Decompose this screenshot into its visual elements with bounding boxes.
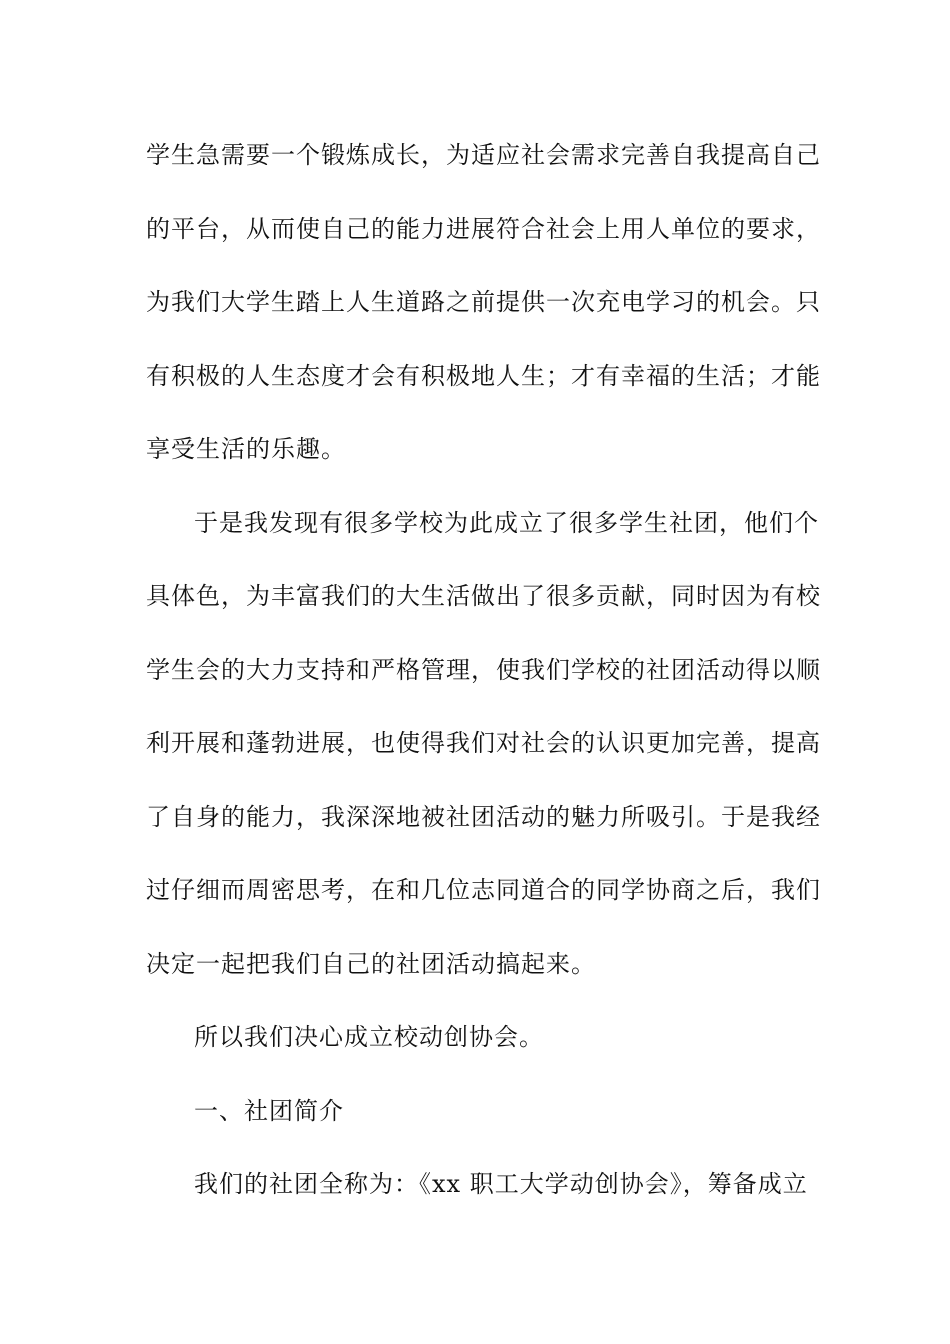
text-line: 学生急需要一个锻炼成长，为适应社会需求完善自我提高自己 xyxy=(146,141,821,169)
text-line: 过仔细而周密思考，在和几位志同道合的同学协商之后，我们 xyxy=(146,876,821,904)
paragraph-start-line: 我们的社团全称为：《xx 职工大学动创协会》，筹备成立 xyxy=(194,1170,808,1198)
text-line: 学生会的大力支持和严格管理，使我们学校的社团活动得以顺 xyxy=(146,655,821,684)
text-line: 为我们大学生踏上人生道路之前提供一次充电学习的机会。只 xyxy=(146,288,821,316)
paragraph-start-line: 所以我们决心成立校动创协会。 xyxy=(194,1023,544,1051)
text-line: 有积极的人生态度才会有积极地人生；才有幸福的生活；才能 xyxy=(146,361,821,390)
paragraph-start-line: 于是我发现有很多学校为此成立了很多学生社团，他们个 xyxy=(194,508,819,537)
text-line: 利开展和蓬勃进展，也使得我们对社会的认识更加完善，提高 xyxy=(146,729,821,757)
text-line: 具体色，为丰富我们的大生活做出了很多贡献，同时因为有校 xyxy=(146,582,821,610)
text-line: 的平台，从而使自己的能力进展符合社会上用人单位的要求， xyxy=(146,214,821,243)
text-line: 享受生活的乐趣。 xyxy=(146,435,346,463)
section-heading: 一、社团简介 xyxy=(194,1096,344,1125)
text-line: 了自身的能力，我深深地被社团活动的魅力所吸引。于是我经 xyxy=(146,802,821,831)
text-line: 决定一起把我们自己的社团活动搞起来。 xyxy=(146,949,596,978)
document-body xyxy=(146,128,821,1231)
